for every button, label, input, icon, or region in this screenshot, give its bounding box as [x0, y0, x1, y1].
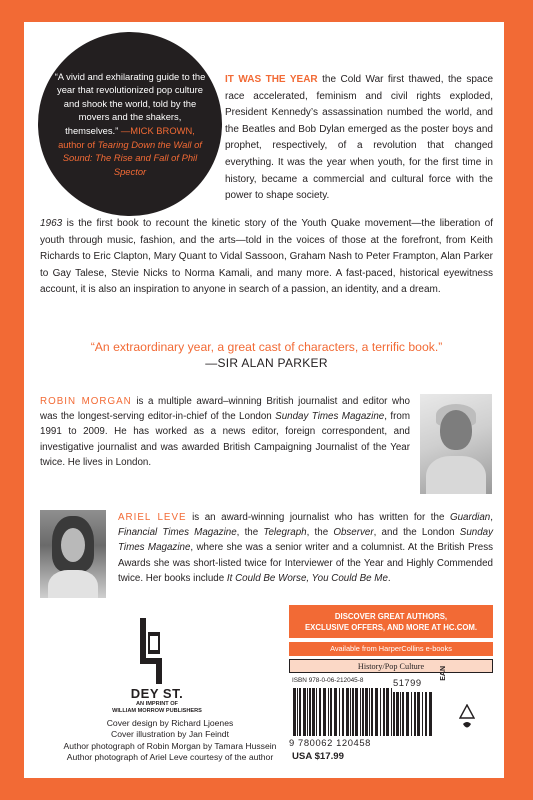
circle-quote-role: author of: [58, 138, 98, 150]
barcode-number: 9 780062 120458: [289, 737, 371, 748]
publisher-mark: [112, 686, 202, 715]
bio-leve-text: , and the London: [373, 527, 460, 539]
barcode-bar: [303, 688, 306, 736]
barcode-bar: [352, 688, 354, 736]
barcode-bar: [346, 688, 349, 736]
promo-banner: [289, 605, 493, 638]
description-lead: IT WAS THE YEAR: [225, 74, 318, 85]
author-name-morgan: ROBIN MORGAN: [40, 396, 132, 407]
barcode-bar: [365, 688, 368, 736]
barcode-bar: [375, 688, 378, 736]
barcode-bar: [312, 688, 315, 736]
bio-leve-publication: Guardian: [449, 512, 491, 523]
barcode-bar: [355, 688, 358, 736]
blurb-circle: [38, 32, 222, 216]
barcode-bar: [422, 692, 423, 736]
barcode-bar: [369, 688, 370, 736]
description-first: [225, 72, 493, 205]
photo-head: [440, 410, 472, 450]
description-paragraph-1: the Cold War first thawed, the space race accelerated, feminism and civil rights exploded, President Kennedy’s assassination numbed the world, and the Beatles and Bob Dylan emerged as the poster boys and prophet, respectively, of a revolution that changed everything. It was the year when youth, for the first time in history, became a commercial and cultural force with the power to shape society.: [225, 74, 494, 202]
credit-line: Cover design by Richard Ljoenes: [106, 718, 234, 728]
barcode-bar: [297, 688, 298, 736]
bio-robin-morgan: [40, 394, 410, 470]
category-label: History/Pop Culture: [289, 659, 493, 673]
barcode-bar: [323, 688, 326, 736]
bio-morgan-text-1: is a multiple award–winning British journalist and editor who was the longest-serving editor-in-chief of the London: [40, 396, 410, 423]
barcode-bar: [386, 688, 389, 736]
photo-face: [61, 528, 85, 562]
bio-leve-text: is an award-winning journalist who has written for the: [186, 512, 450, 523]
barcode-bar: [393, 692, 395, 736]
barcode-bar: [380, 688, 381, 736]
imprint-line-2: WILLIAM MORROW PUBLISHERS: [112, 708, 202, 714]
addon-barcode-bars: [393, 692, 433, 736]
price: USA $17.99: [292, 751, 344, 762]
barcode-bar: [319, 688, 321, 736]
circle-quote-attribution: —MICK BROWN,: [120, 125, 195, 136]
bio-leve-text: , the: [306, 527, 334, 539]
imprint-line-1: AN IMPRINT OF: [136, 701, 178, 707]
dey-st-logo: [138, 618, 168, 684]
barcode-bar: [334, 688, 337, 736]
bio-morgan-publication: Sunday Times Magazine: [275, 411, 385, 423]
author-photo-ariel-leve: [40, 510, 106, 598]
promo-line-2: EXCLUSIVE OFFERS, AND MORE AT HC.COM.: [304, 622, 478, 632]
circle-quote-text: “A vivid and exhilarating guide to the year that revolutionized pop culture and shook the world, told by the movers and the shakers, themselves.”: [54, 70, 206, 136]
barcode-bar: [299, 688, 301, 736]
pull-quote: “An extraordinary year, a great cast of characters, a terrific book.”: [90, 340, 443, 354]
description-second: [40, 216, 493, 299]
credit-line: Cover illustration by Jan Feindt: [111, 729, 229, 740]
harpercollins-logo-icon: [459, 704, 475, 734]
barcode-bar: [411, 692, 412, 736]
description-book-title: 1963: [40, 218, 63, 229]
ean-barcode-bars: [293, 688, 393, 736]
barcode-bar: [316, 688, 317, 736]
barcode-bar: [371, 688, 373, 736]
barcode-bar: [307, 688, 308, 736]
barcode-bar: [417, 692, 420, 736]
author-photo-robin-morgan: [420, 394, 492, 494]
barcode-bar: [396, 692, 399, 736]
description-paragraph-2: is the first book to recount the kinetic story of the Youth Quake movement—the liberation of youth through music, fashion, and the arts—told in the voices of those at the forefront, from Keith Richards to Eric Clapton, Mary Quant to Vidal Sassoon, Graham Nash to Peter Frampton, Alan Parker to Gay Talese, Stevie Nicks to Norma Kamali, and many more. A fast-paced, historical eyewitness account, it is also an inspiration to anyone in search of a passion, an identity, and a dream.: [40, 218, 493, 296]
credit-line: Author photograph of Ariel Leve courtesy of the author: [66, 752, 274, 763]
bio-leve-publication: Financial Times Magazine: [118, 527, 237, 539]
barcode-bar: [330, 688, 332, 736]
cover-credits: [40, 718, 300, 764]
barcode-bar: [328, 688, 329, 736]
barcode-bar: [342, 688, 344, 736]
barcode-bar: [309, 688, 311, 736]
pull-quote-attribution: —SIR ALAN PARKER: [205, 356, 328, 370]
ean-label: EAN: [440, 666, 447, 681]
bio-ariel-leve: [118, 510, 493, 586]
promo-line-1: DISCOVER GREAT AUTHORS,: [334, 611, 448, 621]
photo-shirt: [426, 456, 486, 494]
bio-leve-publication: Sunday Times Magazine: [118, 527, 494, 554]
credit-line: Author photograph of Robin Morgan by Tamara Hussein: [63, 740, 277, 751]
photo-body: [48, 570, 98, 598]
bio-leve-text: , the: [236, 527, 264, 539]
barcode-bar: [339, 688, 340, 736]
barcode-bar: [350, 688, 351, 736]
author-name-leve: ARIEL LEVE: [118, 512, 187, 523]
barcode-bar: [402, 692, 404, 736]
barcode-bar: [425, 692, 427, 736]
publisher-name: DEY ST.: [130, 686, 184, 701]
barcode-bar: [391, 688, 392, 736]
bio-morgan-text-2: , from 1991 to 2009. He has worked as a news editor, foreign correspondent, and investigative journalist and was awarded British Campaigning Journalist of the Year twice. He lives in London.: [40, 411, 410, 468]
addon-number: 51799: [393, 677, 422, 688]
bio-leve-book-title: It Could Be Worse, You Could Be Me: [226, 572, 388, 584]
bio-leve-publication: Telegraph: [263, 527, 307, 539]
barcode-bar: [362, 688, 364, 736]
barcode-bar: [406, 692, 409, 736]
barcode-bar: [360, 688, 361, 736]
barcode-bar: [400, 692, 401, 736]
bio-leve-text: , where she was a senior writer and a columnist. At the British Press Awards she was short-listed twice for Interviewer of the Year and Highly Commended twice. Her books include: [118, 542, 493, 584]
barcode-bar: [293, 688, 296, 736]
barcode-bar: [414, 692, 416, 736]
bio-leve-publication: Observer: [333, 527, 374, 539]
circle-quote: [52, 70, 208, 179]
bio-leve-text: ,: [490, 512, 493, 523]
bio-leve-text: .: [387, 572, 391, 584]
circle-quote-book-title: Tearing Down the Wall of Sound: The Rise and Fall of Phil Spector: [62, 138, 202, 177]
ebooks-banner: Available from HarperCollins e-books: [289, 642, 493, 656]
barcode-bar: [383, 688, 385, 736]
barcode-bar: [429, 692, 432, 736]
isbn-text: ISBN 978-0-06-212045-8: [292, 677, 364, 684]
